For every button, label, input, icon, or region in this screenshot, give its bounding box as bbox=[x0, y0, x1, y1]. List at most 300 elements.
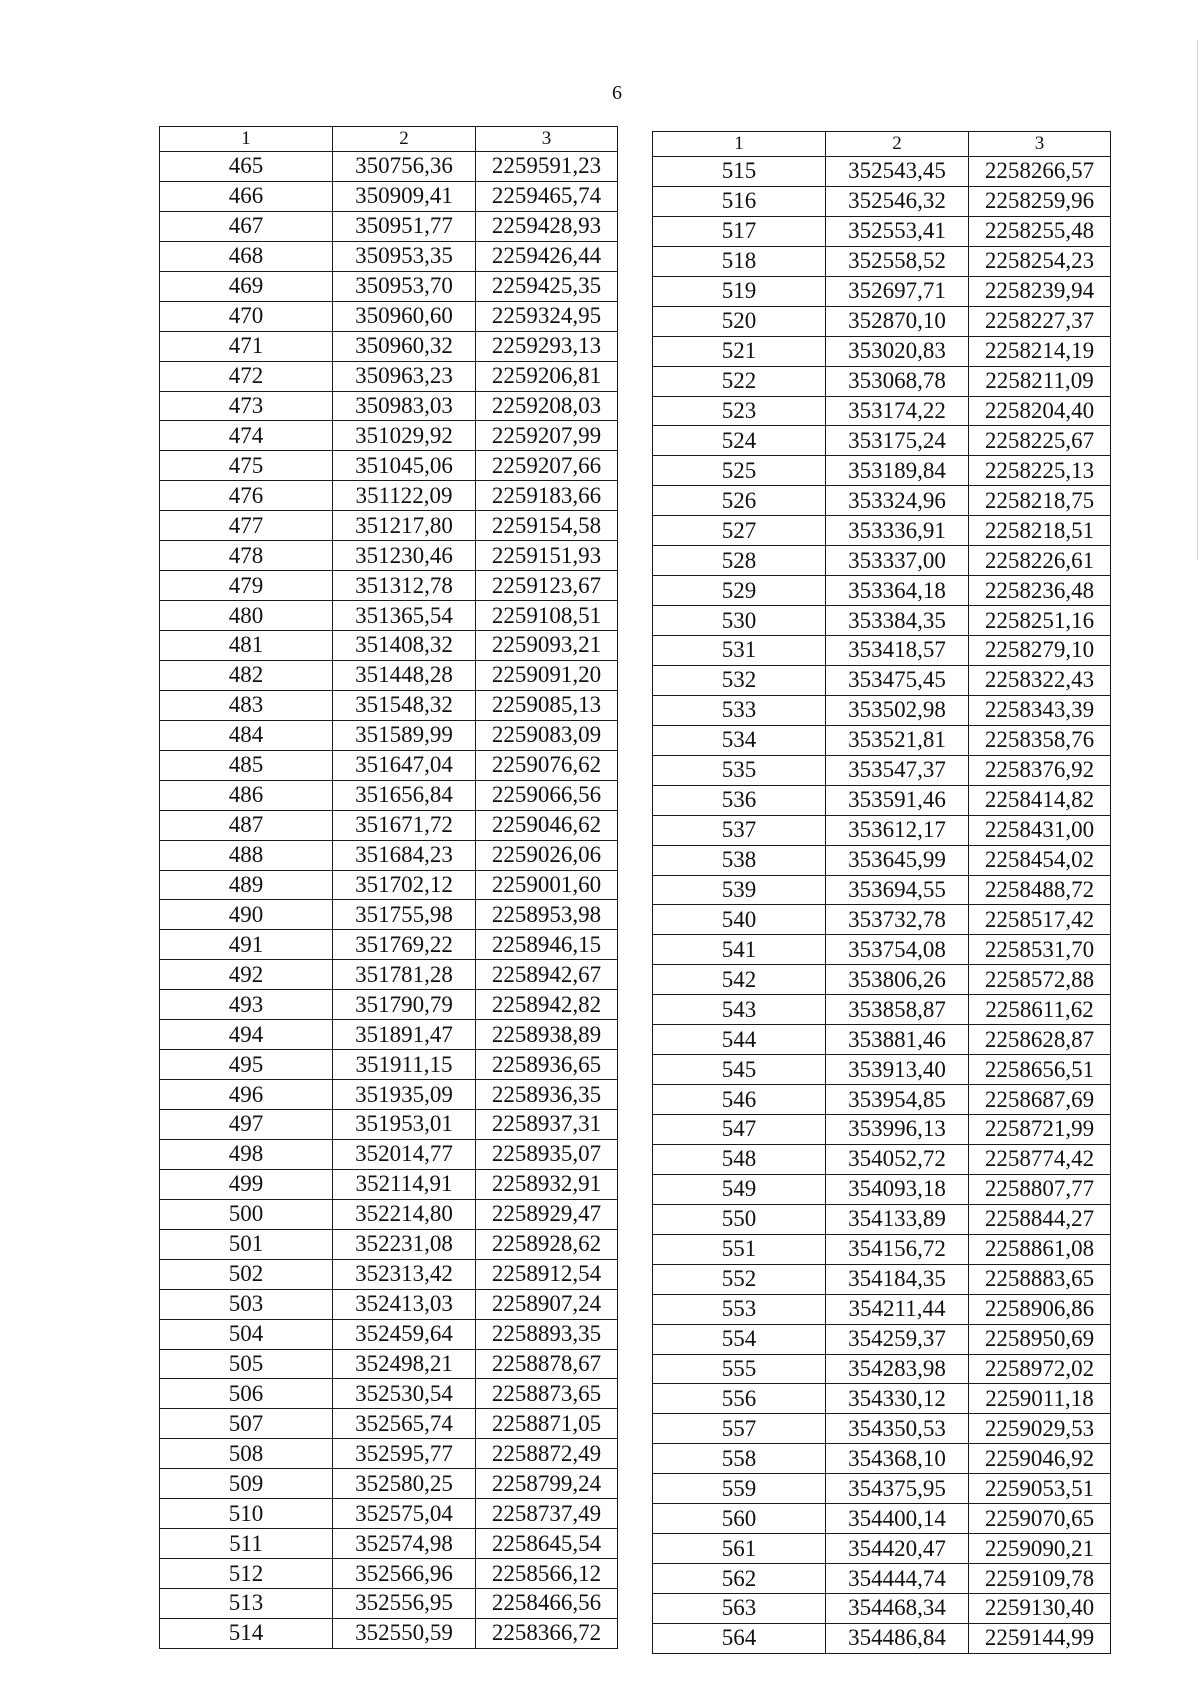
coordinate-y-cell: 2259154,58 bbox=[476, 511, 618, 541]
coordinate-x-cell: 354052,72 bbox=[826, 1144, 969, 1174]
point-number-cell: 535 bbox=[653, 755, 826, 785]
coordinate-y-cell: 2258266,57 bbox=[969, 157, 1111, 187]
coordinate-y-cell: 2258721,99 bbox=[969, 1115, 1111, 1145]
point-number-cell: 499 bbox=[160, 1169, 333, 1199]
coordinate-y-cell: 2258227,37 bbox=[969, 306, 1111, 336]
table-row bbox=[160, 810, 618, 840]
table-row bbox=[653, 1025, 1111, 1055]
table-row bbox=[653, 1623, 1111, 1653]
coordinate-y-cell: 2258628,87 bbox=[969, 1025, 1111, 1055]
coordinate-y-cell: 2258211,09 bbox=[969, 366, 1111, 396]
table-row bbox=[160, 1080, 618, 1110]
table-row bbox=[160, 1499, 618, 1529]
point-number-cell: 563 bbox=[653, 1594, 826, 1624]
table-row bbox=[160, 1469, 618, 1499]
table-row bbox=[160, 211, 618, 241]
header-row bbox=[653, 132, 1111, 157]
point-number-cell: 479 bbox=[160, 571, 333, 601]
coordinate-x-cell: 352566,96 bbox=[333, 1559, 476, 1589]
coordinate-y-cell: 2258254,23 bbox=[969, 246, 1111, 276]
table-row bbox=[653, 186, 1111, 216]
point-number-cell: 496 bbox=[160, 1080, 333, 1110]
coordinate-x-cell: 353954,85 bbox=[826, 1085, 969, 1115]
coordinate-x-cell: 352595,77 bbox=[333, 1439, 476, 1469]
point-number-cell: 554 bbox=[653, 1324, 826, 1354]
point-number-cell: 552 bbox=[653, 1264, 826, 1294]
coordinate-x-cell: 351029,92 bbox=[333, 421, 476, 451]
coordinate-y-cell: 2259293,13 bbox=[476, 331, 618, 361]
coordinate-x-cell: 351911,15 bbox=[333, 1050, 476, 1080]
table-row bbox=[160, 1439, 618, 1469]
table-row bbox=[653, 665, 1111, 695]
point-number-cell: 504 bbox=[160, 1319, 333, 1349]
point-number-cell: 491 bbox=[160, 930, 333, 960]
point-number-cell: 533 bbox=[653, 695, 826, 725]
table-row bbox=[653, 1534, 1111, 1564]
point-number-cell: 507 bbox=[160, 1409, 333, 1439]
header-coordinate-y: 3 bbox=[476, 127, 618, 152]
table-row bbox=[160, 870, 618, 900]
table-row bbox=[160, 1349, 618, 1379]
point-number-cell: 468 bbox=[160, 241, 333, 271]
table-row bbox=[653, 606, 1111, 636]
coordinate-x-cell: 353364,18 bbox=[826, 576, 969, 606]
coordinate-y-cell: 2258531,70 bbox=[969, 935, 1111, 965]
coordinate-y-cell: 2258279,10 bbox=[969, 636, 1111, 666]
point-number-cell: 495 bbox=[160, 1050, 333, 1080]
table-row bbox=[653, 815, 1111, 845]
coordinate-y-cell: 2259425,35 bbox=[476, 271, 618, 301]
coordinate-x-cell: 353384,35 bbox=[826, 606, 969, 636]
table-row bbox=[653, 995, 1111, 1025]
coordinate-y-cell: 2259144,99 bbox=[969, 1623, 1111, 1653]
coordinate-x-cell: 351548,32 bbox=[333, 690, 476, 720]
coordinate-x-cell: 352543,45 bbox=[826, 157, 969, 187]
coordinate-x-cell: 352530,54 bbox=[333, 1379, 476, 1409]
table-row bbox=[160, 1379, 618, 1409]
coordinate-y-cell: 2258225,67 bbox=[969, 426, 1111, 456]
coordinate-x-cell: 351312,78 bbox=[333, 571, 476, 601]
coordinate-y-cell: 2258255,48 bbox=[969, 216, 1111, 246]
point-number-cell: 501 bbox=[160, 1229, 333, 1259]
point-number-cell: 526 bbox=[653, 486, 826, 516]
point-number-cell: 531 bbox=[653, 636, 826, 666]
coordinate-x-cell: 352550,59 bbox=[333, 1618, 476, 1648]
point-number-cell: 514 bbox=[160, 1618, 333, 1648]
point-number-cell: 518 bbox=[653, 246, 826, 276]
coordinate-x-cell: 350963,23 bbox=[333, 361, 476, 391]
coordinate-x-cell: 354093,18 bbox=[826, 1174, 969, 1204]
coordinate-x-cell: 354444,74 bbox=[826, 1564, 969, 1594]
coordinate-x-cell: 354350,53 bbox=[826, 1414, 969, 1444]
point-number-cell: 476 bbox=[160, 481, 333, 511]
table-row bbox=[160, 631, 618, 661]
coordinate-x-cell: 353806,26 bbox=[826, 965, 969, 995]
coordinate-y-cell: 2258936,35 bbox=[476, 1080, 618, 1110]
point-number-cell: 557 bbox=[653, 1414, 826, 1444]
point-number-cell: 561 bbox=[653, 1534, 826, 1564]
coordinate-x-cell: 354259,37 bbox=[826, 1324, 969, 1354]
point-number-cell: 556 bbox=[653, 1384, 826, 1414]
table-row bbox=[653, 636, 1111, 666]
coordinate-x-cell: 351589,99 bbox=[333, 720, 476, 750]
table-row bbox=[653, 246, 1111, 276]
table-row bbox=[160, 720, 618, 750]
table-row bbox=[160, 271, 618, 301]
point-number-cell: 516 bbox=[653, 186, 826, 216]
coordinate-x-cell: 352565,74 bbox=[333, 1409, 476, 1439]
table-row bbox=[653, 1384, 1111, 1414]
coordinate-y-cell: 2258414,82 bbox=[969, 785, 1111, 815]
coordinate-y-cell: 2258912,54 bbox=[476, 1259, 618, 1289]
table-row bbox=[160, 331, 618, 361]
coordinate-y-cell: 2259090,21 bbox=[969, 1534, 1111, 1564]
coordinate-y-cell: 2258645,54 bbox=[476, 1529, 618, 1559]
table-row bbox=[653, 546, 1111, 576]
coordinate-x-cell: 351702,12 bbox=[333, 870, 476, 900]
coordinate-x-cell: 351953,01 bbox=[333, 1110, 476, 1140]
table-row bbox=[160, 1289, 618, 1319]
coordinate-y-cell: 2259208,03 bbox=[476, 391, 618, 421]
coordinate-y-cell: 2258938,89 bbox=[476, 1020, 618, 1050]
coordinate-y-cell: 2259091,20 bbox=[476, 660, 618, 690]
coordinate-y-cell: 2258687,69 bbox=[969, 1085, 1111, 1115]
coordinate-y-cell: 2258454,02 bbox=[969, 845, 1111, 875]
point-number-cell: 532 bbox=[653, 665, 826, 695]
coordinate-x-cell: 352014,77 bbox=[333, 1139, 476, 1169]
point-number-cell: 534 bbox=[653, 725, 826, 755]
coordinate-y-cell: 2259207,99 bbox=[476, 421, 618, 451]
coordinate-x-cell: 351935,09 bbox=[333, 1080, 476, 1110]
point-number-cell: 472 bbox=[160, 361, 333, 391]
table-row bbox=[160, 1229, 618, 1259]
coordinate-x-cell: 352574,98 bbox=[333, 1529, 476, 1559]
coordinate-x-cell: 354420,47 bbox=[826, 1534, 969, 1564]
coordinate-y-cell: 2258799,24 bbox=[476, 1469, 618, 1499]
point-number-cell: 482 bbox=[160, 660, 333, 690]
coordinate-x-cell: 351230,46 bbox=[333, 541, 476, 571]
point-number-cell: 506 bbox=[160, 1379, 333, 1409]
coordinate-x-cell: 354486,84 bbox=[826, 1623, 969, 1653]
point-number-cell: 483 bbox=[160, 690, 333, 720]
point-number-cell: 515 bbox=[653, 157, 826, 187]
coordinate-y-cell: 2258907,24 bbox=[476, 1289, 618, 1319]
coordinate-y-cell: 2258936,65 bbox=[476, 1050, 618, 1080]
coordinate-y-cell: 2259066,56 bbox=[476, 780, 618, 810]
point-number-cell: 553 bbox=[653, 1294, 826, 1324]
point-number-cell: 520 bbox=[653, 306, 826, 336]
coordinate-y-cell: 2259070,65 bbox=[969, 1504, 1111, 1534]
coordinate-x-cell: 354211,44 bbox=[826, 1294, 969, 1324]
coordinate-x-cell: 351781,28 bbox=[333, 960, 476, 990]
coordinate-x-cell: 354468,34 bbox=[826, 1594, 969, 1624]
coordinate-y-cell: 2259053,51 bbox=[969, 1474, 1111, 1504]
coordinate-y-cell: 2259076,62 bbox=[476, 750, 618, 780]
coordinate-y-cell: 2258942,67 bbox=[476, 960, 618, 990]
coordinate-y-cell: 2258928,62 bbox=[476, 1229, 618, 1259]
table-row bbox=[653, 1085, 1111, 1115]
coordinate-y-cell: 2258218,51 bbox=[969, 516, 1111, 546]
point-number-cell: 562 bbox=[653, 1564, 826, 1594]
table-row bbox=[653, 366, 1111, 396]
table-row bbox=[653, 276, 1111, 306]
table-row bbox=[653, 1474, 1111, 1504]
point-number-cell: 513 bbox=[160, 1589, 333, 1619]
table-row bbox=[653, 1264, 1111, 1294]
point-number-cell: 500 bbox=[160, 1199, 333, 1229]
point-number-cell: 523 bbox=[653, 396, 826, 426]
coordinate-x-cell: 353337,00 bbox=[826, 546, 969, 576]
point-number-cell: 505 bbox=[160, 1349, 333, 1379]
coordinate-x-cell: 350756,36 bbox=[333, 152, 476, 182]
table-row bbox=[653, 216, 1111, 246]
point-number-cell: 559 bbox=[653, 1474, 826, 1504]
table-row bbox=[160, 421, 618, 451]
table-row bbox=[653, 1144, 1111, 1174]
coordinate-x-cell: 352313,42 bbox=[333, 1259, 476, 1289]
table-row bbox=[653, 576, 1111, 606]
coordinate-x-cell: 354400,14 bbox=[826, 1504, 969, 1534]
coordinate-x-cell: 353521,81 bbox=[826, 725, 969, 755]
table-row bbox=[160, 1110, 618, 1140]
table-row bbox=[160, 1139, 618, 1169]
table-row bbox=[160, 750, 618, 780]
coordinate-x-cell: 351365,54 bbox=[333, 601, 476, 631]
coordinate-x-cell: 351448,28 bbox=[333, 660, 476, 690]
point-number-cell: 536 bbox=[653, 785, 826, 815]
coordinate-x-cell: 350951,77 bbox=[333, 211, 476, 241]
table-row bbox=[160, 930, 618, 960]
point-number-cell: 489 bbox=[160, 870, 333, 900]
point-number-cell: 473 bbox=[160, 391, 333, 421]
point-number-cell: 528 bbox=[653, 546, 826, 576]
coordinate-x-cell: 353020,83 bbox=[826, 336, 969, 366]
point-number-cell: 564 bbox=[653, 1623, 826, 1653]
table-row bbox=[160, 960, 618, 990]
coordinate-y-cell: 2259465,74 bbox=[476, 181, 618, 211]
point-number-cell: 471 bbox=[160, 331, 333, 361]
coordinate-x-cell: 352556,95 bbox=[333, 1589, 476, 1619]
point-number-cell: 492 bbox=[160, 960, 333, 990]
table-row bbox=[160, 511, 618, 541]
coordinate-x-cell: 351684,23 bbox=[333, 840, 476, 870]
coordinate-y-cell: 2258204,40 bbox=[969, 396, 1111, 426]
point-number-cell: 548 bbox=[653, 1144, 826, 1174]
point-number-cell: 488 bbox=[160, 840, 333, 870]
table-row bbox=[160, 1199, 618, 1229]
coordinate-y-cell: 2258807,77 bbox=[969, 1174, 1111, 1204]
coordinate-x-cell: 353858,87 bbox=[826, 995, 969, 1025]
point-number-cell: 467 bbox=[160, 211, 333, 241]
coordinate-y-cell: 2259001,60 bbox=[476, 870, 618, 900]
table-row bbox=[160, 541, 618, 571]
table-row bbox=[160, 152, 618, 182]
coordinate-x-cell: 352498,21 bbox=[333, 1349, 476, 1379]
coordinate-y-cell: 2258358,76 bbox=[969, 725, 1111, 755]
point-number-cell: 540 bbox=[653, 905, 826, 935]
coordinate-x-cell: 353502,98 bbox=[826, 695, 969, 725]
coordinate-x-cell: 350960,60 bbox=[333, 301, 476, 331]
point-number-cell: 469 bbox=[160, 271, 333, 301]
table-row bbox=[160, 301, 618, 331]
coordinate-x-cell: 353913,40 bbox=[826, 1055, 969, 1085]
coordinate-x-cell: 351656,84 bbox=[333, 780, 476, 810]
table-row bbox=[160, 1559, 618, 1589]
table-row bbox=[653, 516, 1111, 546]
coordinates-table-right bbox=[652, 131, 1111, 1654]
point-number-cell: 470 bbox=[160, 301, 333, 331]
coordinate-x-cell: 354156,72 bbox=[826, 1234, 969, 1264]
table-row bbox=[160, 451, 618, 481]
table-row bbox=[160, 1050, 618, 1080]
point-number-cell: 466 bbox=[160, 181, 333, 211]
table-row bbox=[653, 965, 1111, 995]
coordinate-y-cell: 2258878,67 bbox=[476, 1349, 618, 1379]
coordinate-y-cell: 2258611,62 bbox=[969, 995, 1111, 1025]
table-row bbox=[160, 900, 618, 930]
coordinate-y-cell: 2259207,66 bbox=[476, 451, 618, 481]
coordinate-x-cell: 354283,98 bbox=[826, 1354, 969, 1384]
coordinate-x-cell: 353694,55 bbox=[826, 875, 969, 905]
coordinate-y-cell: 2258950,69 bbox=[969, 1324, 1111, 1354]
point-number-cell: 543 bbox=[653, 995, 826, 1025]
coordinate-y-cell: 2258218,75 bbox=[969, 486, 1111, 516]
coordinate-y-cell: 2258239,94 bbox=[969, 276, 1111, 306]
table-row bbox=[653, 1204, 1111, 1234]
table-row bbox=[653, 695, 1111, 725]
coordinate-y-cell: 2258517,42 bbox=[969, 905, 1111, 935]
point-number-cell: 502 bbox=[160, 1259, 333, 1289]
coordinate-x-cell: 351408,32 bbox=[333, 631, 476, 661]
point-number-cell: 541 bbox=[653, 935, 826, 965]
point-number-cell: 550 bbox=[653, 1204, 826, 1234]
coordinate-x-cell: 350953,70 bbox=[333, 271, 476, 301]
coordinate-x-cell: 350983,03 bbox=[333, 391, 476, 421]
point-number-cell: 510 bbox=[160, 1499, 333, 1529]
point-number-cell: 511 bbox=[160, 1529, 333, 1559]
coordinate-y-cell: 2259109,78 bbox=[969, 1564, 1111, 1594]
table-row bbox=[653, 1444, 1111, 1474]
table-row bbox=[160, 1409, 618, 1439]
point-number-cell: 519 bbox=[653, 276, 826, 306]
table-row bbox=[160, 181, 618, 211]
table-row bbox=[653, 396, 1111, 426]
table-row bbox=[160, 1618, 618, 1648]
page-number: 6 bbox=[612, 82, 622, 104]
table-row bbox=[160, 361, 618, 391]
point-number-cell: 537 bbox=[653, 815, 826, 845]
table-row bbox=[653, 456, 1111, 486]
coordinate-y-cell: 2258366,72 bbox=[476, 1618, 618, 1648]
coordinate-x-cell: 353475,45 bbox=[826, 665, 969, 695]
coordinate-x-cell: 352580,25 bbox=[333, 1469, 476, 1499]
coordinate-x-cell: 352214,80 bbox=[333, 1199, 476, 1229]
table-row bbox=[653, 755, 1111, 785]
table-row bbox=[653, 157, 1111, 187]
table-row bbox=[653, 1414, 1111, 1444]
table-row bbox=[653, 845, 1111, 875]
table-row bbox=[160, 1169, 618, 1199]
table-row bbox=[653, 1115, 1111, 1145]
coordinate-x-cell: 353068,78 bbox=[826, 366, 969, 396]
table-row bbox=[653, 486, 1111, 516]
coordinate-x-cell: 352553,41 bbox=[826, 216, 969, 246]
table-row bbox=[160, 601, 618, 631]
coordinate-y-cell: 2258871,05 bbox=[476, 1409, 618, 1439]
coordinate-x-cell: 353645,99 bbox=[826, 845, 969, 875]
point-number-cell: 498 bbox=[160, 1139, 333, 1169]
point-number-cell: 539 bbox=[653, 875, 826, 905]
header-point-number: 1 bbox=[653, 132, 826, 157]
coordinate-y-cell: 2258656,51 bbox=[969, 1055, 1111, 1085]
table-row bbox=[653, 935, 1111, 965]
coordinate-y-cell: 2259130,40 bbox=[969, 1594, 1111, 1624]
coordinate-y-cell: 2258322,43 bbox=[969, 665, 1111, 695]
point-number-cell: 490 bbox=[160, 900, 333, 930]
table-row bbox=[653, 725, 1111, 755]
coordinate-x-cell: 351891,47 bbox=[333, 1020, 476, 1050]
table-row bbox=[160, 391, 618, 421]
coordinate-y-cell: 2258259,96 bbox=[969, 186, 1111, 216]
coordinate-y-cell: 2258376,92 bbox=[969, 755, 1111, 785]
point-number-cell: 555 bbox=[653, 1354, 826, 1384]
point-number-cell: 487 bbox=[160, 810, 333, 840]
coordinate-x-cell: 351122,09 bbox=[333, 481, 476, 511]
table-row bbox=[653, 1174, 1111, 1204]
coordinate-x-cell: 352413,03 bbox=[333, 1289, 476, 1319]
point-number-cell: 474 bbox=[160, 421, 333, 451]
table-row bbox=[653, 336, 1111, 366]
coordinate-y-cell: 2258873,65 bbox=[476, 1379, 618, 1409]
point-number-cell: 527 bbox=[653, 516, 826, 546]
table-row bbox=[160, 780, 618, 810]
point-number-cell: 542 bbox=[653, 965, 826, 995]
coordinate-y-cell: 2259046,92 bbox=[969, 1444, 1111, 1474]
point-number-cell: 509 bbox=[160, 1469, 333, 1499]
coordinate-x-cell: 352231,08 bbox=[333, 1229, 476, 1259]
coordinate-y-cell: 2258844,27 bbox=[969, 1204, 1111, 1234]
coordinate-x-cell: 351790,79 bbox=[333, 990, 476, 1020]
point-number-cell: 545 bbox=[653, 1055, 826, 1085]
coordinate-y-cell: 2259026,06 bbox=[476, 840, 618, 870]
header-point-number: 1 bbox=[160, 127, 333, 152]
table-row bbox=[653, 875, 1111, 905]
table-row bbox=[653, 1324, 1111, 1354]
table-row bbox=[653, 1504, 1111, 1534]
point-number-cell: 524 bbox=[653, 426, 826, 456]
coordinate-x-cell: 350909,41 bbox=[333, 181, 476, 211]
coordinate-y-cell: 2258214,19 bbox=[969, 336, 1111, 366]
coordinate-x-cell: 352575,04 bbox=[333, 1499, 476, 1529]
point-number-cell: 538 bbox=[653, 845, 826, 875]
point-number-cell: 481 bbox=[160, 631, 333, 661]
coordinate-x-cell: 352870,10 bbox=[826, 306, 969, 336]
point-number-cell: 486 bbox=[160, 780, 333, 810]
coordinate-x-cell: 353881,46 bbox=[826, 1025, 969, 1055]
point-number-cell: 530 bbox=[653, 606, 826, 636]
table-row bbox=[653, 1294, 1111, 1324]
coordinate-y-cell: 2259591,23 bbox=[476, 152, 618, 182]
coordinate-y-cell: 2258935,07 bbox=[476, 1139, 618, 1169]
coordinate-x-cell: 353174,22 bbox=[826, 396, 969, 426]
coordinate-x-cell: 351647,04 bbox=[333, 750, 476, 780]
coordinate-y-cell: 2259108,51 bbox=[476, 601, 618, 631]
point-number-cell: 517 bbox=[653, 216, 826, 246]
coordinate-y-cell: 2259085,13 bbox=[476, 690, 618, 720]
coordinate-y-cell: 2259046,62 bbox=[476, 810, 618, 840]
coordinate-x-cell: 351769,22 bbox=[333, 930, 476, 960]
coordinate-x-cell: 354330,12 bbox=[826, 1384, 969, 1414]
